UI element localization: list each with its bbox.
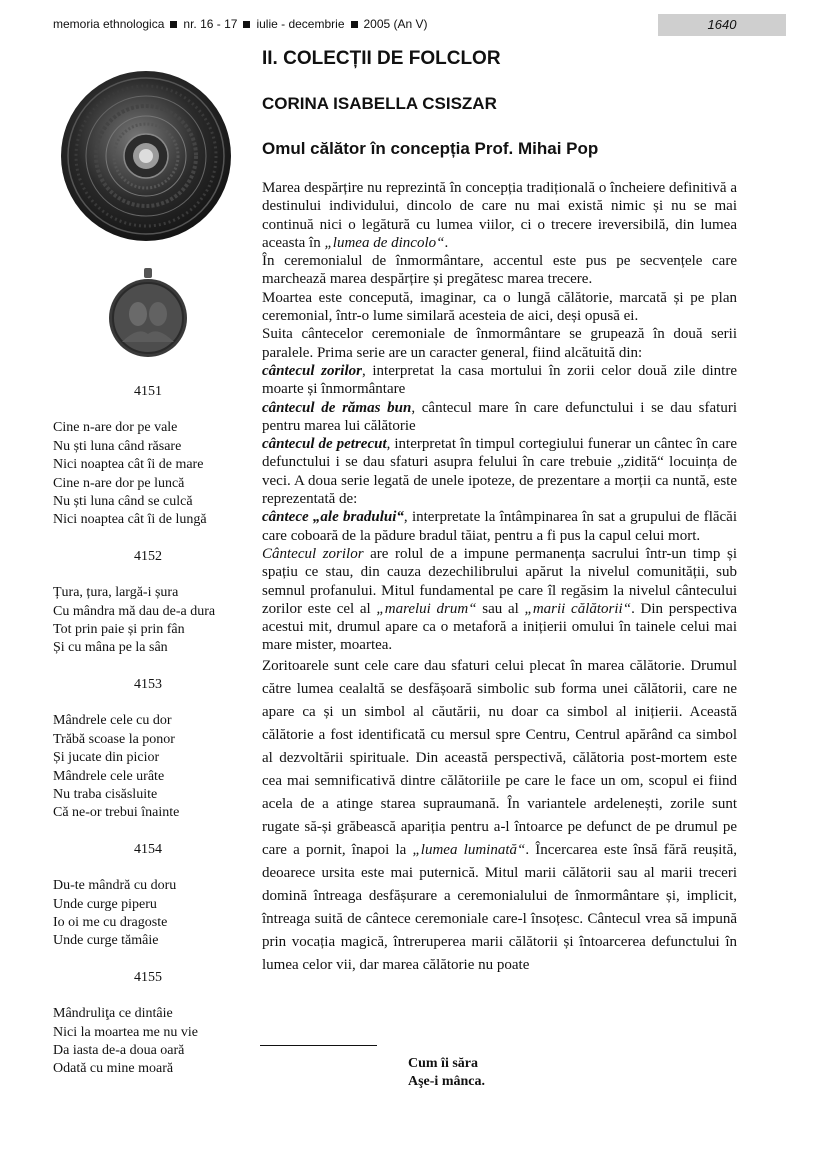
poem-line: Nu ști luna când se culcă	[53, 494, 193, 510]
poem-number: 4154	[134, 841, 162, 857]
section-title: II. COLECȚII DE FOLCLOR	[262, 48, 501, 69]
poem-line: Trăbă scoase la ponor	[53, 731, 175, 747]
song-item: cântecul de petrecut, interpretat în timpul cortegiului funerar un cântec în care defunctului i se dau sfaturi asupra felului în care trebuie „zidită“ locuința de veci. A doua serie legată de unele ipoteze, de prezentare a morții ca nuntă, este reprezentată de:	[262, 436, 737, 508]
paragraph: Moartea este concepută, imaginar, ca o lungă călătorie, marcată și pe plan ceremonial, într-o lume similară acesteia de aici, deși opusă ei.	[262, 289, 737, 325]
footnote-line: Cum îi săra	[408, 1056, 478, 1071]
poem-line: Că ne-or trebui înainte	[53, 805, 180, 821]
poem-4152	[53, 548, 253, 658]
square-bullet-icon	[170, 21, 177, 28]
publication-info	[53, 17, 428, 31]
paragraph: Marea despărțire nu reprezintă în concepția tradițională o încheiere definitivă a destinului individului, dincolo de care nu mai există nimic și nu se mai continuă nici o legătură cu lumea viilor, ci o trecere ireversibilă, din lumea aceasta în „lumea de dincolo“.	[262, 180, 737, 251]
paragraph: Zoritoarele sunt cele care dau sfaturi celui plecat în marea călătorie. Drumul către lumea cealaltă se desfășoară simbolic sub forma unei călătorii, care ne apare ca și un simbol al căutării, nu doar ca simbol al inițierii. Această călătorie a fost identificată cu mersul spre Centru, Centrul apărând ca simbol al dezvoltării spirituale. Din această perspectivă, călătoria post-mortem este cea mai semnificativă dintre călătoriile pe care le face un om, scopul ei fiind acela de a atinge starea supraumană. În variantele ardelenești, zorile sunt rugate să-și grăbească apariția pentru a-l întoarce pe defunct de pe drumul pe care a pornit, înapoi la „lumea luminată“. Încercarea este însă fără reușită, deoarece ursita este mai puternică. Mitul marii călătorii sau al marii treceri domină întreaga desfășurare a ceremonialului de înmormântare și, implicit, întreaga suită de cântece ceremoniale care-l însoțesc. Cântecul vrea să impună prin vocația magică, întreruperea marii călătorii și întoarcerea defunctului în lumea celor vii, dar marea călătorie nu poate	[262, 657, 737, 973]
poem-line: Nici noaptea cât îi de mare	[53, 457, 204, 473]
decorated-plate-image	[60, 70, 232, 242]
song-item: cântecul de rămas bun, cântecul mare în care defunctului i se dau sfaturi pentru marea lui călătorie	[262, 399, 737, 434]
poem-line: Mândrele cele urâte	[53, 768, 165, 784]
poem-line: Mândruliţa ce dintâie	[53, 1006, 173, 1022]
poem-line: Cu mândra mă dau de-a dura	[53, 603, 216, 619]
author-name: CORINA ISABELLA CSISZAR	[262, 94, 497, 113]
poem-4153	[53, 676, 253, 823]
song-item: cântece „ale bradului“, interpretate la întâmpinarea în sat a grupului de flăcăi care coboară de la pădure bradul tăiat, pentru a fi pus la capul celui mort.	[262, 509, 737, 544]
issue-number: nr. 16 - 17	[183, 17, 238, 31]
poem-4154	[53, 841, 253, 951]
page-number: 1640	[658, 14, 786, 36]
poem-line: Unde curge tămâie	[53, 933, 159, 949]
poem-line: Nu ști luna când răsare	[53, 438, 182, 454]
square-bullet-icon	[243, 21, 250, 28]
poem-line: Cine n-are dor pe luncă	[53, 475, 185, 491]
square-bullet-icon	[351, 21, 358, 28]
medallion-image	[108, 268, 188, 360]
poem-column	[53, 383, 253, 1097]
poem-line: Odată cu mine moară	[53, 1061, 174, 1077]
journal-name: memoria ethnologica	[53, 17, 165, 31]
poem-line: Nu traba cisăsluite	[53, 786, 158, 802]
poem-line: Țura, țura, largă-i șura	[53, 585, 179, 601]
article-title: Omul călător în concepția Prof. Mihai Pop	[262, 139, 599, 158]
poem-number: 4153	[134, 676, 162, 692]
running-header	[53, 14, 737, 36]
song-item: cântecul zorilor, interpretat la casa mortului în zorii celor două zile dintre moarte și înmormântare	[262, 362, 737, 398]
paragraph: În ceremonialul de înmormântare, accentul este pus pe secvențele care marchează marea despărțire și pregătesc marea trecere.	[262, 253, 737, 288]
footnote-line: Aşe-i mânca.	[408, 1074, 485, 1089]
poem-line: Du-te mândră cu doru	[53, 878, 177, 894]
paragraph: Cântecul zorilor are rolul de a impune permanența sacrului într-un timp și spațiu ce stau, din cauza dezechilibrului apărut la nivelul comunității, sub semnul profanului. Mitul fundamental pe care îl regăsim la nivelul cântecului zorilor este cel al „marelui drum“ sau al „marii călătorii“. Din perspectiva acestui mit, drumul apare ca o metaforă a inițierii omului în tainele celui mai mare mister, moartea.	[262, 545, 738, 654]
poem-4155	[53, 969, 253, 1079]
poem-line: Și cu mâna pe la sân	[53, 640, 168, 656]
poem-line: Da iasta de-a doua oară	[53, 1042, 185, 1058]
poem-number: 4152	[134, 548, 162, 564]
poem-4151	[53, 383, 253, 530]
footnote	[408, 1055, 485, 1091]
paragraph: Suita cântecelor ceremoniale de înmormântare se grupează în două serii paralele. Prima serie are un caracter general, fiind alcătuită din:	[262, 326, 737, 361]
footnote-divider	[260, 1045, 377, 1046]
issue-period: iulie - decembrie	[256, 17, 345, 31]
poem-number: 4151	[134, 384, 162, 399]
poem-line: Nici noaptea cât îi de lungă	[53, 512, 207, 528]
poem-line: Io oi me cu dragoste	[53, 914, 168, 930]
poem-line: Și jucate din picior	[53, 750, 160, 766]
poem-line: Nici la moartea me nu vie	[53, 1024, 198, 1040]
article-body	[262, 179, 737, 977]
poem-line: Unde curge piperu	[53, 896, 157, 912]
poem-line: Mândrele cele cu dor	[53, 713, 172, 729]
issue-year: 2005 (An V)	[363, 17, 428, 31]
poem-line: Cine n-are dor pe vale	[53, 420, 178, 436]
poem-number: 4155	[134, 969, 162, 985]
poem-line: Tot prin paie și prin fân	[53, 622, 185, 638]
